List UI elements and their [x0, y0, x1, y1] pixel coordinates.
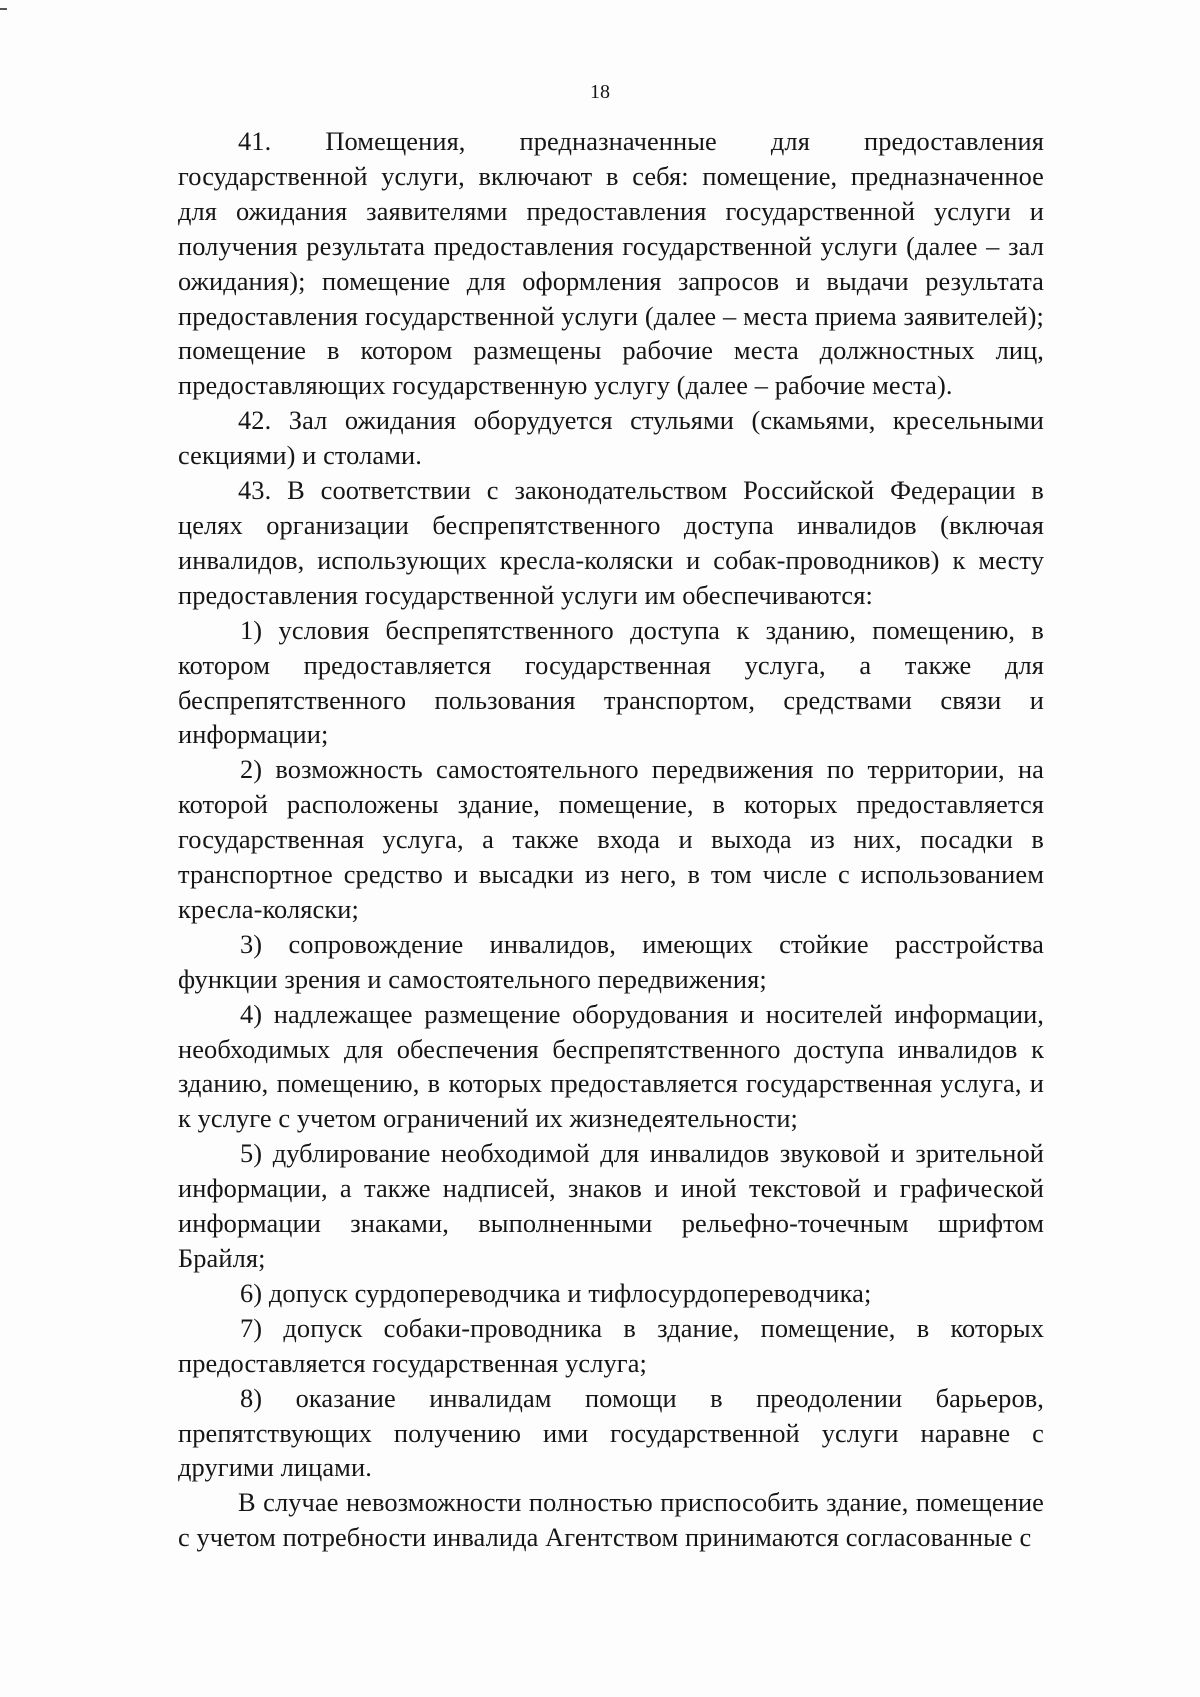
- scan-corner-mark: [0, 8, 7, 10]
- paragraph-41: 41. Помещения, предназначенные для предоставления государственной услуги, включают в себя: помещение, предназначенное для ожидания заявителями предоставления государственной услуги и получения результата предоставления государственной услуги (далее – зал ожидания); помещение для оформления запросов и выдачи результата предоставления государственной услуги (далее – места приема заявителей); помещение в котором размещены рабочие места должностных лиц, предоставляющих государственную услугу (далее – рабочие места).: [178, 126, 1044, 401]
- list-item-1: 1) условия беспрепятственного доступа к зданию, помещению, в котором предоставляется государственная услуга, а также для беспрепятственного пользования транспортом, средствами связи и информации;: [178, 614, 1044, 750]
- list-item-4: 4) надлежащее размещение оборудования и носителей информации, необходимых для обеспечения беспрепятственного доступа инвалидов к зданию, помещению, в которых предоставляется государственная услуга, и к услуге с учетом ограничений их жизнедеятельности;: [178, 998, 1044, 1134]
- paragraph-42: 42. Зал ожидания оборудуется стульями (скамьями, кресельными секциями) и столами.: [178, 405, 1044, 471]
- paragraph-43: 43. В соответствии с законодательством Российской Федерации в целях организации беспрепятственного доступа инвалидов (включая инвалидов, использующих кресла-коляски и собак-проводников) к месту предоставления государственной услуги им обеспечиваются:: [178, 475, 1044, 610]
- closing-paragraph: В случае невозможности полностью приспособить здание, помещение с учетом потребности инвалида Агентством принимаются согласованные с: [178, 1487, 1044, 1553]
- document-body: [178, 124, 1044, 1555]
- list-item-6: 6) допуск сурдопереводчика и тифлосурдопереводчика;: [240, 1277, 872, 1308]
- list-item-2: 2) возможность самостоятельного передвижения по территории, на которой расположены здание, помещение, в которых предоставляется государственная услуга, а также входа и выхода из них, посадки в транспортное средство и высадки из него, в том числе с использованием кресла-коляски;: [178, 754, 1044, 924]
- page-number: 18: [590, 81, 610, 103]
- list-item-5: 5) дублирование необходимой для инвалидов звуковой и зрительной информации, а также надписей, знаков и иной текстовой и графической информации знаками, выполненными рельефно-точечным шрифтом Брайля;: [178, 1138, 1044, 1273]
- list-item-3: 3) сопровождение инвалидов, имеющих стойкие расстройства функции зрения и самостоятельного передвижения;: [178, 928, 1044, 994]
- list-item-7: 7) допуск собаки-проводника в здание, помещение, в которых предоставляется государственная услуга;: [178, 1312, 1044, 1378]
- list-item-8: 8) оказание инвалидам помощи в преодолении барьеров, препятствующих получению ими государственной услуги наравне с другими лицами.: [178, 1382, 1044, 1483]
